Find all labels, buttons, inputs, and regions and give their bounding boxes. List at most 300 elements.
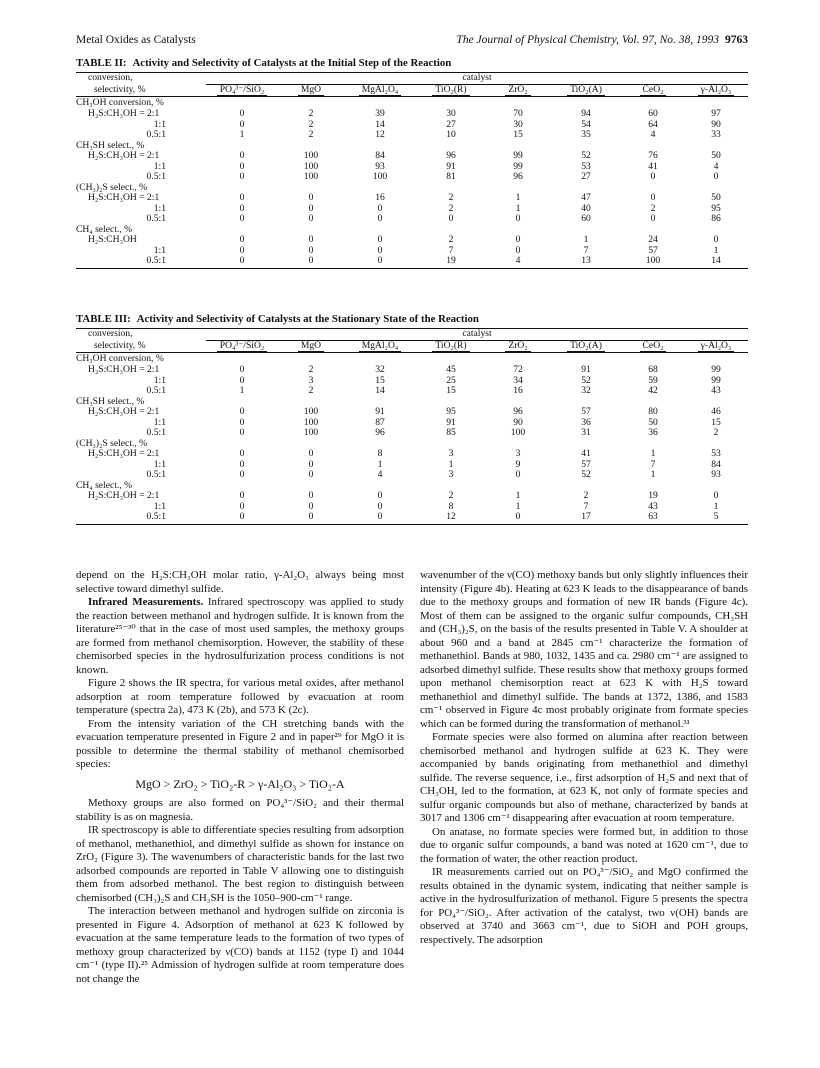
column-header <box>416 340 486 352</box>
header-row <box>76 329 748 341</box>
table-cell: 99 <box>711 364 721 375</box>
table-cell: 1 <box>650 469 656 480</box>
table-cell: 4 <box>486 256 550 268</box>
running-header <box>76 34 748 50</box>
catalyst-group-header: catalyst <box>206 73 748 85</box>
column-header <box>684 84 748 96</box>
table-cell: 17 <box>550 512 622 524</box>
table-row <box>76 235 748 246</box>
table-cell: 1 <box>515 490 521 501</box>
column-header <box>206 84 278 96</box>
table-row <box>76 162 748 173</box>
table-cell: 81 <box>446 171 456 182</box>
table-cell: 96 <box>513 171 523 182</box>
stub-header: selectivity, % <box>76 84 206 96</box>
table-cell: 54 <box>581 118 591 130</box>
table-cell: 84 <box>375 150 385 161</box>
table-cell: 15 <box>446 385 456 396</box>
table-row <box>76 491 748 502</box>
column-header-label: γ-Al₂O₃ <box>698 340 735 352</box>
section-run-in-heading: Infrared Measurements. <box>88 596 204 608</box>
table-row <box>76 470 748 481</box>
table-cell: 68 <box>648 364 658 375</box>
row-label: 1:1 <box>153 118 166 130</box>
table-cell: 0 <box>377 490 383 501</box>
table-cell: 52 <box>581 469 591 480</box>
column-header <box>622 84 684 96</box>
table-cell: 0 <box>308 244 314 256</box>
table-row <box>76 365 748 376</box>
row-label: 1:1 <box>153 244 166 256</box>
paragraph-text: Infrared spectroscopy was applied to study the reaction between methanol and hydrogen sulfide. It is known from the literature²⁵⁻³⁰ that in the case of most used samples, the methoxy groups are formed from methanol chemisorption. However, the stability of these chemisorbed species in the hydrosulfurization process conditions is not known. <box>76 596 404 676</box>
stub-header: conversion, <box>76 329 206 341</box>
row-label: 0.5:1 <box>146 129 166 140</box>
row-label: H₂S:CH₃OH = 2:1 <box>88 108 160 119</box>
table-row <box>76 449 748 460</box>
column-header <box>684 340 748 352</box>
table-cell: 46 <box>711 406 721 417</box>
table-cell: 0 <box>239 234 245 245</box>
table-cell: 91 <box>446 160 456 172</box>
table-cell: 0 <box>239 469 245 480</box>
table-cell: 0 <box>239 406 245 417</box>
table-cell: 36 <box>581 416 591 428</box>
table-cell: 0 <box>278 256 344 268</box>
row-label: H₂S:CH₃OH = 2:1 <box>88 192 160 203</box>
table-row <box>76 502 748 513</box>
table-cell: 0 <box>650 213 656 224</box>
table-cell: 0 <box>308 213 314 224</box>
table-cell: 99 <box>513 160 523 172</box>
row-group-label: CH₃SH select., % <box>76 139 145 151</box>
table-cell: 0 <box>308 500 314 512</box>
table-cell: 45 <box>446 364 456 375</box>
column-header-label: TiO₂(R) <box>432 84 469 96</box>
table-cell: 14 <box>375 385 385 396</box>
row-label: 0.5:1 <box>146 213 166 224</box>
table-cell: 7 <box>448 244 454 256</box>
table-cell: 80 <box>648 406 658 417</box>
table-cell: 100 <box>303 416 319 428</box>
row-label: 0.5:1 <box>76 512 206 524</box>
section-row <box>76 439 748 450</box>
table-cell: 7 <box>650 458 656 470</box>
table-cell: 0 <box>239 213 245 224</box>
section-row <box>76 183 748 194</box>
table-row <box>76 407 748 418</box>
table-cell: 0 <box>515 469 521 480</box>
section-row <box>76 225 748 236</box>
table-cell: 7 <box>583 244 589 256</box>
journal-citation <box>456 34 748 46</box>
table-cell: 1 <box>239 385 245 396</box>
column-header <box>344 84 416 96</box>
table-cell: 2 <box>448 234 454 245</box>
table-cell: 1 <box>448 458 454 470</box>
table-cell: 96 <box>513 406 523 417</box>
table-cell: 57 <box>581 458 591 470</box>
table-cell: 0 <box>377 234 383 245</box>
table-row <box>76 109 748 120</box>
table-cell: 0 <box>308 234 314 245</box>
table3-title: Activity and Selectivity of Catalysts at the Stationary State of the Reaction <box>136 313 479 325</box>
table-cell: 0 <box>713 490 719 501</box>
table-cell: 43 <box>711 385 721 396</box>
table-cell: 0 <box>239 192 245 203</box>
table-cell: 57 <box>648 244 658 256</box>
table-cell: 100 <box>303 160 319 172</box>
table-cell: 1 <box>713 500 719 512</box>
table-cell: 40 <box>581 202 591 214</box>
table-cell: 1 <box>650 448 656 459</box>
column-header-label: PO₄³⁻/SiO₂ <box>217 340 268 352</box>
table-cell: 0 <box>486 512 550 524</box>
table-cell: 3 <box>448 469 454 480</box>
table-cell: 84 <box>711 458 721 470</box>
table-row <box>76 428 748 439</box>
column-header <box>550 340 622 352</box>
table-cell: 0 <box>377 202 383 214</box>
stub-header: conversion, <box>76 73 206 85</box>
table-cell: 15 <box>513 129 523 140</box>
row-group-label: CH₄ select., % <box>76 479 133 491</box>
section-row <box>76 397 748 408</box>
table-cell: 1 <box>515 202 521 214</box>
table-row <box>76 418 748 429</box>
section-row <box>76 141 748 152</box>
table-row <box>76 193 748 204</box>
stub-header: selectivity, % <box>76 340 206 352</box>
row-label: 1:1 <box>153 458 166 470</box>
table-row <box>76 512 748 524</box>
column-header-label: MgO <box>298 340 324 352</box>
column-header <box>206 340 278 352</box>
table-cell: 1 <box>583 234 589 245</box>
table-cell: 0 <box>239 427 245 438</box>
table-cell: 0 <box>344 512 416 524</box>
paragraph: The interaction between methanol and hydrogen sulfide on zirconia is presented in Figure 4. Adsorption of methanol at 623 K followed by evacuation at the same temperature leads to the formation of two types of methoxy group characterized by ν(CO) bands at 1152 (type I) and 1044 cm⁻¹ (type II).²⁵ Admission of hydrogen sulfide at room temperature does not change the <box>76 905 404 985</box>
table-row <box>76 256 748 268</box>
table-cell: 24 <box>648 234 658 245</box>
column-header <box>278 84 344 96</box>
table-cell: 0 <box>650 192 656 203</box>
row-group-label: (CH₃)₂S select., % <box>76 181 148 193</box>
table-cell: 100 <box>303 171 319 182</box>
table-cell: 50 <box>711 192 721 203</box>
table-cell: 1 <box>515 500 521 512</box>
table-cell: 4 <box>650 129 656 140</box>
table-cell: 100 <box>303 150 319 161</box>
row-group-label: CH₃OH conversion, % <box>76 352 164 364</box>
table-cell: 0 <box>239 108 245 119</box>
table-cell: 19 <box>416 256 486 268</box>
table3 <box>76 328 748 525</box>
table-cell: 8 <box>377 448 383 459</box>
table-cell: 100 <box>303 427 319 438</box>
table-cell: 2 <box>308 385 314 396</box>
table-cell: 12 <box>416 512 486 524</box>
table-cell: 25 <box>446 374 456 386</box>
table-cell: 100 <box>510 427 526 438</box>
table-cell: 1 <box>239 129 245 140</box>
table-cell: 16 <box>375 192 385 203</box>
table-cell: 0 <box>713 234 719 245</box>
table-cell: 2 <box>448 490 454 501</box>
table-cell: 0 <box>308 448 314 459</box>
body-column-right <box>420 569 748 947</box>
column-header <box>550 84 622 96</box>
table-cell: 12 <box>375 129 385 140</box>
table-cell: 100 <box>372 171 388 182</box>
paragraph: IR measurements carried out on PO₄³⁻/SiO₂ and MgO confirmed the results obtained in the dynamic system, indicating that neither sample is active in the hydrosulfurization of methanol. Figure 5 presents the spectra for PO₄³⁻/SiO₂. After activation of the catalyst, two ν(OH) bands are observed at 3740 and 3663 cm⁻¹, due to SiOH and POH groups, respectively. The adsorption <box>420 866 748 946</box>
table-cell: 100 <box>622 256 684 268</box>
table-cell: 76 <box>648 150 658 161</box>
table-cell: 0 <box>239 202 245 214</box>
table-cell: 0 <box>278 512 344 524</box>
row-label: 1:1 <box>153 500 166 512</box>
column-header-label: TiO₂(A) <box>567 84 605 96</box>
row-label: 0.5:1 <box>146 469 166 480</box>
row-label: 0.5:1 <box>146 427 166 438</box>
table-cell: 7 <box>583 500 589 512</box>
table-cell: 90 <box>513 416 523 428</box>
table-cell: 15 <box>711 416 721 428</box>
table-cell: 2 <box>448 202 454 214</box>
table-cell: 53 <box>581 160 591 172</box>
table-cell: 72 <box>513 364 523 375</box>
table-cell: 0 <box>308 490 314 501</box>
paragraph: On anatase, no formate species were formed but, in addition to those due to organic sulfur compounds, a band was noted at 1620 cm⁻¹, due to the formation of water, the other reaction product. <box>420 825 748 865</box>
table-cell: 27 <box>446 118 456 130</box>
catalyst-group-header: catalyst <box>206 329 748 341</box>
row-label: H₂S:CH₃OH = 2:1 <box>88 448 160 459</box>
table-cell: 47 <box>581 192 591 203</box>
table-cell: 85 <box>446 427 456 438</box>
table-row <box>76 460 748 471</box>
table-cell: 36 <box>648 427 658 438</box>
paragraph: Formate species were also formed on alumina after reaction between chemisorbed methanol and hydrogen sulfide at 623 K. They were accompanied by bands originating from methanethiol and dimethyl sulfide. The reverse sequence, i.e., first adsorption of H₂S and next that of CH₃OH, led to the formation, at 623 K, not only of formate species and sulfur organic compounds but also of methane, characterized by bands at 3017 and 1306 cm⁻¹ disappearing after evacuation at room temperature. <box>420 731 748 824</box>
column-header-label: ZrO₂ <box>505 340 530 352</box>
row-label: H₂S:CH₃OH = 2:1 <box>88 150 160 161</box>
table-cell: 4 <box>377 469 383 480</box>
table-row <box>76 376 748 387</box>
table-cell: 87 <box>375 416 385 428</box>
table-cell: 70 <box>513 108 523 119</box>
row-label: 1:1 <box>153 202 166 214</box>
page-number: 9763 <box>725 34 748 46</box>
table-row <box>76 172 748 183</box>
table-cell: 41 <box>581 448 591 459</box>
table-cell: 30 <box>446 108 456 119</box>
table-cell: 43 <box>648 500 658 512</box>
row-group-label: CH₄ select., % <box>76 223 133 235</box>
table-cell: 2 <box>308 129 314 140</box>
table-cell: 0 <box>239 171 245 182</box>
table-cell: 0 <box>239 150 245 161</box>
table-cell: 91 <box>581 364 591 375</box>
table-cell: 4 <box>713 160 719 172</box>
table-cell: 0 <box>239 244 245 256</box>
table-cell: 9 <box>515 458 521 470</box>
table-cell: 100 <box>303 406 319 417</box>
table-cell: 31 <box>581 427 591 438</box>
table-cell: 50 <box>711 150 721 161</box>
table-row <box>76 386 748 397</box>
table-cell: 60 <box>581 213 591 224</box>
row-label: H₂S:CH₃OH = 2:1 <box>88 406 160 417</box>
table-cell: 2 <box>308 364 314 375</box>
table-cell: 33 <box>711 129 721 140</box>
table3-caption <box>76 313 479 325</box>
table-cell: 97 <box>711 108 721 119</box>
table-cell: 0 <box>650 171 656 182</box>
section-row <box>76 481 748 492</box>
table-cell: 0 <box>239 160 245 172</box>
row-group-label: CH₃SH select., % <box>76 395 145 407</box>
table-cell: 16 <box>513 385 523 396</box>
table-cell: 32 <box>581 385 591 396</box>
table-cell: 0 <box>239 490 245 501</box>
row-label: H₂S:CH₃OH = 2:1 <box>88 364 160 375</box>
table-cell: 30 <box>513 118 523 130</box>
table-cell: 15 <box>375 374 385 386</box>
table-cell: 59 <box>648 374 658 386</box>
table-cell: 0 <box>377 244 383 256</box>
table2-label: TABLE II: <box>76 57 127 69</box>
table-cell: 93 <box>711 469 721 480</box>
column-header <box>486 340 550 352</box>
table-cell: 41 <box>648 160 658 172</box>
journal-name: The Journal of Physical Chemistry, Vol. 97, No. 38, 1993 <box>456 34 719 46</box>
table-cell: 32 <box>375 364 385 375</box>
row-label: 0.5:1 <box>146 171 166 182</box>
column-header-label: PO₄³⁻/SiO₂ <box>217 84 268 96</box>
table-cell: 91 <box>446 416 456 428</box>
table2-caption <box>76 57 451 69</box>
table-cell: 52 <box>581 150 591 161</box>
table-cell: 8 <box>448 500 454 512</box>
stability-order-equation: MgO > ZrO₂ > TiO₂-R > γ-Al₂O₃ > TiO₂-A <box>135 776 345 791</box>
table-cell: 39 <box>375 108 385 119</box>
table-cell: 0 <box>448 213 454 224</box>
table-cell: 63 <box>622 512 684 524</box>
table-cell: 0 <box>515 234 521 245</box>
table-cell: 0 <box>713 171 719 182</box>
column-header-label: TiO₂(R) <box>432 340 469 352</box>
table-cell: 1 <box>713 244 719 256</box>
table-cell: 0 <box>308 202 314 214</box>
table2 <box>76 72 748 269</box>
column-header-label: CeO₂ <box>640 84 667 96</box>
table-cell: 0 <box>344 256 416 268</box>
paragraph: From the intensity variation of the CH stretching bands with the evacuation temperature presented in Figure 2 and in paper²⁹ for MgO it is possible to determine the thermal stability of methanol chemisorbed species: <box>76 717 404 770</box>
table-cell: 42 <box>648 385 658 396</box>
table-row <box>76 204 748 215</box>
table-cell: 3 <box>448 448 454 459</box>
column-header <box>486 84 550 96</box>
table-cell: 0 <box>515 244 521 256</box>
table-cell: 0 <box>308 192 314 203</box>
table-cell: 96 <box>375 427 385 438</box>
section-row <box>76 352 748 365</box>
row-label: 1:1 <box>153 416 166 428</box>
table2-title: Activity and Selectivity of Catalysts at the Initial Step of the Reaction <box>132 57 452 69</box>
column-header-label: CeO₂ <box>640 340 667 352</box>
table-cell: 0 <box>377 500 383 512</box>
table-cell: 64 <box>648 118 658 130</box>
table-cell: 90 <box>711 118 721 130</box>
running-title: Metal Oxides as Catalysts <box>76 34 196 46</box>
table-cell: 34 <box>513 374 523 386</box>
paragraph: wavenumber of the ν(CO) methoxy bands but only slightly influences their intensity (Figure 4b). Heating at 623 K leads to the disappearance of bands due to the methoxy groups and formation of new IR bands (Figure 4c). Most of them can be assigned to the organic sulfur compounds, CH₃SH and (CH₃)₂S, on the basis of the results presented in Table V. A shoulder at about 960 and a band at 2845 cm⁻¹ characterize the formation of methanethiol. Bands at 980, 1032, 1435 and ca. 2980 cm⁻¹ are assigned to adsorbed dimethyl sulfide. These results show that methoxy groups formed upon methanol chemisorption react at 623 K with H₂S toward methanethiol and dimethyl sulfide. The bands at 1372, 1386, and 1583 cm⁻¹ observed in Figure 4c most probably originate from formate species which can be formed during the transformation of methanol.³¹ <box>420 569 748 730</box>
table-cell: 91 <box>375 406 385 417</box>
column-header <box>416 84 486 96</box>
row-group-label: CH₃OH conversion, % <box>76 96 164 108</box>
row-label: 1:1 <box>153 160 166 172</box>
table-cell: 0 <box>239 118 245 130</box>
table-cell: 2 <box>308 118 314 130</box>
table3-label: TABLE III: <box>76 313 131 325</box>
table-cell: 94 <box>581 108 591 119</box>
table-cell: 0 <box>239 374 245 386</box>
table-cell: 86 <box>711 213 721 224</box>
table-row <box>76 151 748 162</box>
column-header-label: MgAl₂O₄ <box>359 340 402 352</box>
table-cell: 0 <box>377 213 383 224</box>
paragraph: depend on the H₂S:CH₃OH molar ratio, γ-Al₂O₃ always being most selective toward dimethyl sulfide. <box>76 569 404 595</box>
paragraph: Figure 2 shows the IR spectra, for various metal oxides, after methanol adsorption at room temperature followed by evacuation at room temperature (spectra 2a), 473 K (2b), and 573 K (2c). <box>76 677 404 716</box>
header-row <box>76 340 748 352</box>
table-cell: 1 <box>515 192 521 203</box>
table-cell: 10 <box>446 129 456 140</box>
column-header-label: MgAl₂O₄ <box>359 84 402 96</box>
table-cell: 0 <box>206 256 278 268</box>
table-cell: 99 <box>711 374 721 386</box>
row-group-label: (CH₃)₂S select., % <box>76 437 148 449</box>
table-cell: 3 <box>515 448 521 459</box>
table-row <box>76 214 748 225</box>
table-cell: 96 <box>446 150 456 161</box>
table-cell: 2 <box>650 202 656 214</box>
table-cell: 35 <box>581 129 591 140</box>
row-label: 1:1 <box>153 374 166 386</box>
header-row <box>76 84 748 96</box>
table-cell: 1 <box>377 458 383 470</box>
table-cell: 0 <box>239 458 245 470</box>
table-cell: 2 <box>583 490 589 501</box>
table-cell: 14 <box>684 256 748 268</box>
header-row <box>76 73 748 85</box>
paragraph: IR spectroscopy is able to differentiate species resulting from adsorption of methanol, methanethiol, and dimethyl sulfide as shown for instance on ZrO₂ (Figure 3). The wavenumbers of characteristic bands for the last two adsorbed compounds are reported in Table V allowing one to distinguish them from adsorbed methanol. The best region to distinguish between chemisorbed (CH₃)₂S and CH₃SH is the 1050–900-cm⁻¹ range. <box>76 824 404 904</box>
paragraph <box>76 596 404 677</box>
table-cell: 13 <box>550 256 622 268</box>
row-label: H₂S:CH₃OH = 2:1 <box>88 490 160 501</box>
table-cell: 95 <box>446 406 456 417</box>
table-cell: 93 <box>375 160 385 172</box>
column-header <box>344 340 416 352</box>
table-cell: 2 <box>713 427 719 438</box>
column-header-label: TiO₂(A) <box>567 340 605 352</box>
table-cell: 60 <box>648 108 658 119</box>
table-cell: 0 <box>239 364 245 375</box>
table-cell: 0 <box>239 416 245 428</box>
table-cell: 0 <box>239 500 245 512</box>
table-cell: 50 <box>648 416 658 428</box>
table-cell: 14 <box>375 118 385 130</box>
table-cell: 2 <box>308 108 314 119</box>
body-column-left <box>76 569 404 986</box>
row-label: 0.5:1 <box>146 385 166 396</box>
